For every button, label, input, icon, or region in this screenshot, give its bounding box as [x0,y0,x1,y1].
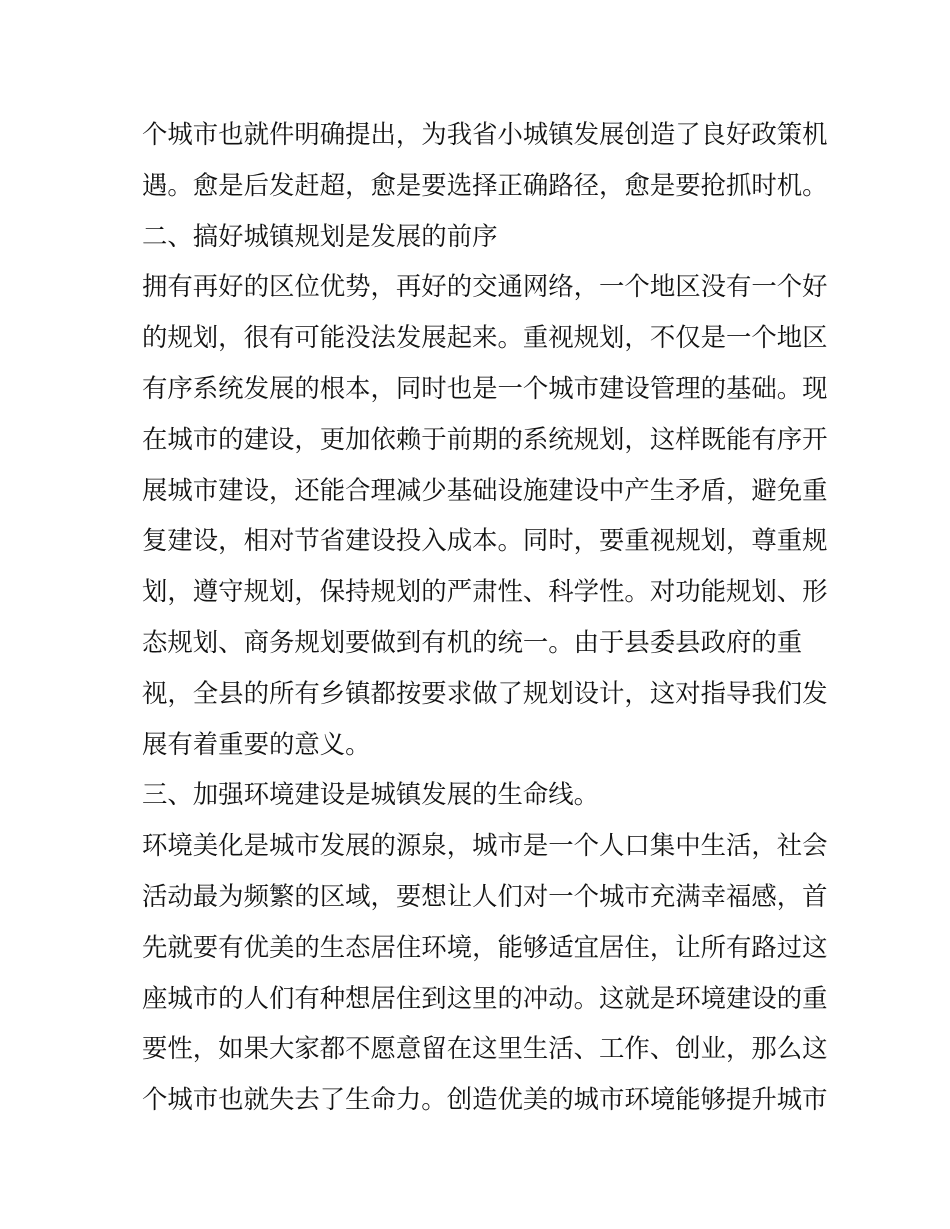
section-heading: 二、搞好城镇规划是发展的前序 [142,220,498,251]
text-line: 要性，如果大家都不愿意留在这里生活、工作、创业，那么这 [142,1033,828,1064]
text-line: 划，遵守规划，保持规划的严肃性、科学性。对功能规划、形 [142,576,828,607]
text-line: 拥有再好的区位优势，再好的交通网络，一个地区没有一个好 [142,271,828,302]
text-line: 在城市的建设，更加依赖于前期的系统规划，这样既能有序开 [142,423,828,454]
text-line: 个城市也就件明确提出，为我省小城镇发展创造了良好政策机 [142,119,828,149]
text-line: 展有着重要的意义。 [142,728,371,759]
text-line: 态规划、商务规划要做到有机的统一。由于县委县政府的重 [142,626,803,657]
text-line: 展城市建设，还能合理减少基础设施建设中产生矛盾，避免重 [142,474,828,505]
text-line: 有序系统发展的根本，同时也是一个城市建设管理的基础。现 [142,372,828,403]
text-line: 环境美化是城市发展的源泉，城市是一个人口集中生活，社会 [142,830,828,861]
text-line: 座城市的人们有种想居住到这里的冲动。这就是环境建设的重 [142,982,828,1013]
text-line: 复建设，相对节省建设投入成本。同时，要重视规划，尊重规 [142,525,828,556]
document-body [142,109,828,1125]
text-line: 的规划，很有可能没法发展起来。重视规划，不仅是一个地区 [142,322,828,353]
section-heading: 三、加强环境建设是城镇发展的生命线。 [142,779,600,810]
text-line: 视，全县的所有乡镇都按要求做了规划设计，这对指导我们发 [142,677,828,708]
text-line: 活动最为频繁的区域，要想让人们对一个城市充满幸福感，首 [142,880,828,911]
text-line: 个城市也就失去了生命力。创造优美的城市环境能够提升城市 [142,1084,828,1115]
text-line: 遇。愈是后发赶超，愈是要选择正确路径，愈是要抢抓时机。 [142,169,828,200]
text-line: 先就要有优美的生态居住环境，能够适宜居住，让所有路过这 [142,931,828,962]
